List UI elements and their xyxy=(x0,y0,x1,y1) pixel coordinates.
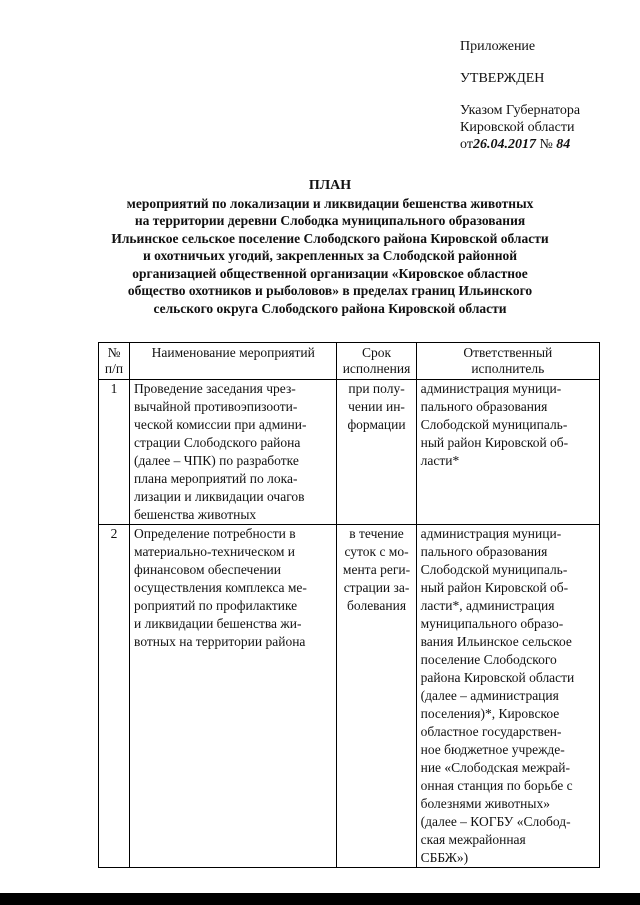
table-header-row xyxy=(99,343,600,380)
appendix-label: Приложение xyxy=(460,39,536,54)
row-num: 2 xyxy=(99,525,130,868)
title-line: на территории деревни Слободка муниципального образования xyxy=(134,213,526,228)
table-row xyxy=(99,380,600,525)
row-responsible: администрация муници- пального образования Слободской муниципаль- ный район Кировской об- ласти* xyxy=(416,380,599,525)
decree-date-line xyxy=(460,136,580,153)
title-line: сельского округа Слободского района Кировской области xyxy=(153,300,507,316)
title-line: организацией общественной организации «Кировское областное xyxy=(132,265,528,281)
row-responsible: администрация муници- пального образования Слободской муниципаль- ный район Кировской об- ласти*, администрация муниципального образо- вания Ильинское сельское поселение Слободского района Кировской области (далее – администрация поселения)*, Кировское областное государствен- ное бюджетное учрежде- ние «Слободская межрай- онная станция по борьбе с болезнями животных» (далее – КОГБУ «Слобод- ская межрайонная СББЖ») xyxy=(416,525,599,868)
title-heading: ПЛАН xyxy=(308,178,352,193)
title-line: мероприятий по локализации и ликвидации бешенства животных xyxy=(126,195,534,211)
title-line: общество охотников и рыболовов» в пределах границ Ильинского xyxy=(127,283,533,298)
date-prefix: от xyxy=(460,137,473,152)
header-responsible: Ответственный исполнитель xyxy=(416,343,599,380)
plan-table xyxy=(98,342,600,868)
table-row xyxy=(99,525,600,868)
row-term: при полу- чении ин- формации xyxy=(337,380,416,525)
row-num: 1 xyxy=(99,380,130,525)
decree-line-2: Кировской области xyxy=(460,120,575,135)
row-term: в течение суток с мо- мента реги- страции за- болевания xyxy=(337,525,416,868)
date-value: 26.04.2017 xyxy=(472,137,536,152)
number-value: 84 xyxy=(556,137,571,152)
header-term: Срок исполнения xyxy=(337,343,416,380)
document-title xyxy=(60,177,600,317)
title-line: Ильинское сельское поселение Слободского района Кировской области xyxy=(111,230,549,246)
approval-block xyxy=(460,38,580,153)
scan-edge-bar xyxy=(0,893,640,905)
row-measure: Определение потребности в материально-техническом и финансовом обеспечении осуществления комплекса ме- роприятий по профилактике и ликвидации бешенства жи- вотных на территории района xyxy=(130,525,337,868)
decree-line-1: Указом Губернатора xyxy=(460,103,581,118)
approved-label: УТВЕРЖДЕН xyxy=(460,71,545,86)
header-num: № п/п xyxy=(99,343,130,380)
row-measure: Проведение заседания чрез- вычайной противоэпизооти- ческой комиссии при админи- страции Слободского района (далее – ЧПК) по разработке плана мероприятий по лока- лизации и ликвидации очагов бешенства животных xyxy=(130,380,337,525)
number-prefix: № xyxy=(539,137,553,152)
title-line: и охотничьих угодий, закрепленных за Слободской районной xyxy=(142,248,518,263)
header-name: Наименование мероприятий xyxy=(130,343,337,380)
